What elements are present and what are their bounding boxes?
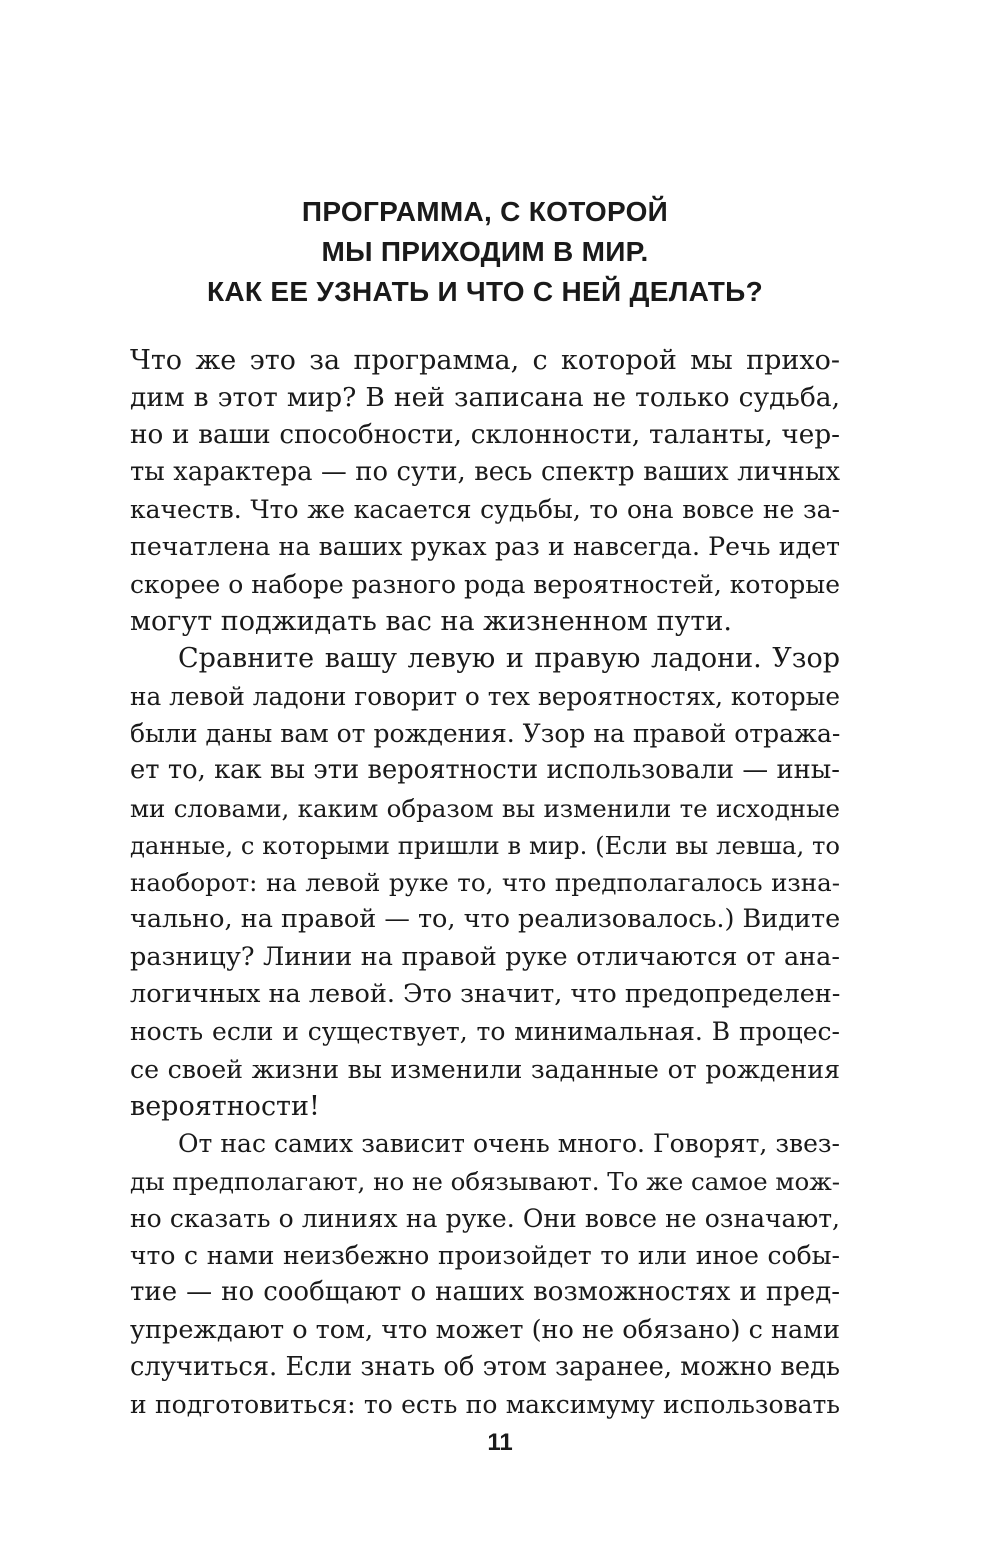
text-line: Что же это за программа, с которой мы прихо-: [130, 345, 840, 376]
text-line: упреждают о том, что может (но не обязано) с нами: [130, 1314, 840, 1345]
page-number: 11: [487, 1429, 513, 1456]
chapter-heading: [130, 192, 840, 312]
text-line: качеств. Что же касается судьбы, то она вовсе не за-: [130, 495, 840, 525]
text-line: печатлена на ваших руках раз и навсегда. Речь идет: [130, 532, 840, 562]
heading-line: ПРОГРАММА, С КОТОРОЙ: [301, 196, 669, 227]
text-line: наоборот: на левой руке то, что предполагалось изна-: [130, 868, 840, 898]
text-line: Сравните вашу левую и правую ладони. Узор: [178, 643, 840, 675]
text-line: и подготовиться: то есть по максимуму использовать: [130, 1390, 840, 1420]
text-line: данные, с которыми пришли в мир. (Если вы левша, то: [130, 830, 840, 860]
text-line: тие — но сообщают о наших возможностях и пред-: [130, 1277, 840, 1308]
text-line: разницу? Линии на правой руке отличаются от ана-: [130, 941, 840, 972]
text-line: были даны вам от рождения. Узор на правой отража-: [130, 718, 841, 748]
body-text: [130, 342, 840, 1424]
text-line: вероятности!: [130, 1090, 320, 1122]
text-line: дим в этот мир? В ней записана не только судьба,: [130, 382, 840, 414]
heading-line: КАК ЕЕ УЗНАТЬ И ЧТО С НЕЙ ДЕЛАТЬ?: [207, 276, 763, 307]
text-line: чально, на правой — то, что реализовалось.) Видите: [130, 904, 841, 935]
text-line: но и ваши способности, склонности, таланты, чер-: [130, 419, 840, 450]
text-line: ность если и существует, то минимальная. В процес-: [130, 1017, 840, 1047]
text-line: случиться. Если знать об этом заранее, можно ведь: [130, 1352, 840, 1383]
text-line: логичных на левой. Это значит, что предопределен-: [130, 979, 841, 1010]
text-line: ет то, как вы эти вероятности использовали — ины-: [130, 755, 840, 786]
text-line: но сказать о линиях на руке. Они вовсе не означают,: [130, 1203, 840, 1233]
text-line: на левой ладони говорит о тех вероятностях, которые: [130, 681, 840, 711]
text-line: ды предполагают, но не обязывают. То же самое мож-: [130, 1166, 841, 1196]
heading-line: МЫ ПРИХОДИМ В МИР.: [321, 236, 649, 267]
text-line: что с нами неизбежно произойдет то или иное собы-: [130, 1241, 840, 1271]
text-line: ми словами, каким образом вы изменили те исходные: [130, 793, 840, 823]
text-line: ты характера — по сути, весь спектр ваших личных: [130, 456, 840, 487]
text-line: могут поджидать вас на жизненном пути.: [130, 606, 732, 638]
text-line: От нас самих зависит очень много. Говорят, звез-: [178, 1129, 840, 1159]
text-line: скорее о наборе разного рода вероятностей, которые: [130, 569, 840, 599]
text-line: се своей жизни вы изменили заданные от рождения: [130, 1054, 840, 1084]
